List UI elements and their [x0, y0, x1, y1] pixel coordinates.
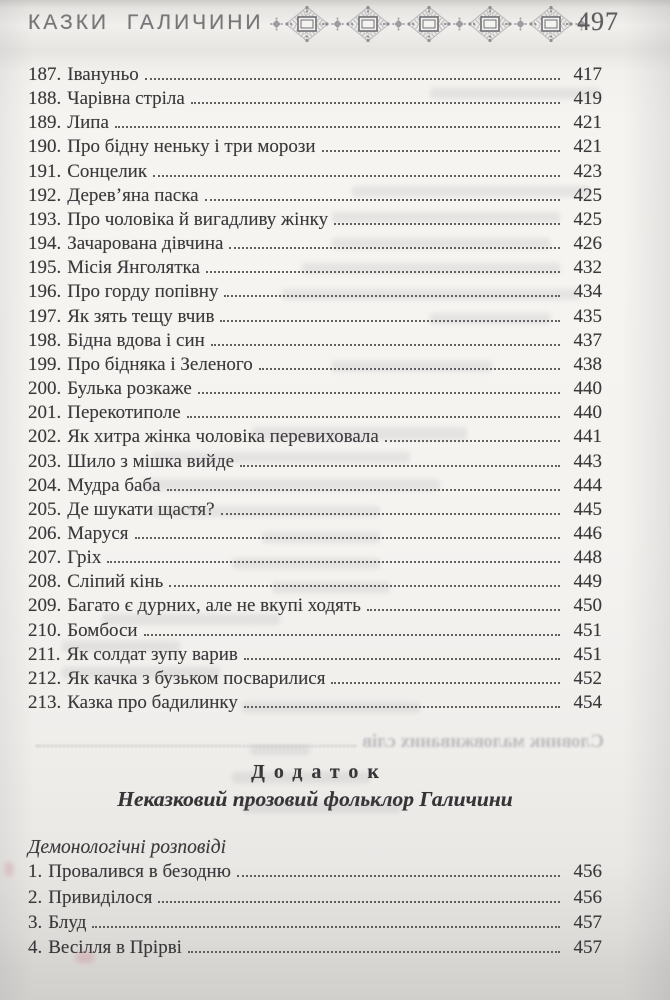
entry-page: 417: [573, 64, 602, 85]
scan-pink-mark: [76, 952, 94, 963]
entry-number: 187.: [28, 64, 62, 85]
entry-title: Сліпий кінь: [67, 571, 164, 593]
toc-entry: [28, 63, 602, 87]
dot-leader: [145, 71, 560, 80]
entry-number: 204.: [28, 474, 62, 496]
subsection-list: [28, 859, 602, 960]
ornament-connector-icon: [453, 17, 466, 31]
ornament-connector-icon: [514, 17, 527, 31]
bleedthrough-smudge: [332, 238, 550, 249]
bleedthrough-smudge: [430, 313, 550, 324]
toc-entry: [28, 859, 602, 884]
entry-number: 206.: [28, 522, 62, 544]
entry-title: Блуд: [48, 911, 87, 933]
entry-page: 449: [573, 571, 602, 593]
dot-leader: [144, 627, 560, 636]
entry-page: 446: [573, 522, 602, 544]
bleedthrough-smudge: [332, 212, 560, 223]
entry-number: 203.: [28, 450, 62, 472]
entry-page: 452: [573, 667, 602, 689]
entry-number: 199.: [28, 353, 62, 375]
ornament-connector-icon: [392, 17, 405, 31]
toc-entry: [28, 401, 602, 425]
entry-page: 425: [573, 184, 602, 206]
toc-entry: [28, 377, 602, 401]
entry-number: 195.: [28, 257, 62, 279]
entry-title: Дерев’яна паска: [67, 184, 199, 206]
entry-page: 451: [573, 643, 602, 665]
bleedthrough-smudge: [62, 667, 220, 678]
ornament-connector-icon: [331, 17, 344, 31]
entry-page: 456: [573, 861, 602, 883]
bleedthrough-smudge: [152, 506, 380, 517]
toc-entry: [28, 160, 602, 184]
entry-title: Про бідняка і Зеленого: [67, 353, 253, 375]
dot-leader: [211, 337, 560, 346]
entry-number: 2.: [28, 886, 43, 908]
entry-title: Про бідну неньку і три морози: [67, 136, 316, 158]
entry-number: 196.: [28, 281, 62, 303]
scan-pink-mark: [5, 862, 13, 876]
entry-page: 440: [573, 378, 602, 400]
dot-leader: [244, 651, 560, 660]
entry-title: Мудра баба: [67, 474, 161, 496]
entry-title: Липа: [67, 112, 109, 134]
entry-page: 421: [573, 136, 602, 158]
entry-page: 437: [573, 329, 602, 351]
dot-leader: [367, 602, 560, 611]
entry-page: 445: [573, 498, 602, 520]
entry-number: 198.: [28, 329, 62, 351]
dot-leader: [115, 119, 560, 128]
bleedthrough-smudge: [282, 289, 580, 300]
ornament-row: [270, 5, 588, 43]
bleedthrough-smudge: [332, 361, 492, 372]
bleedthrough-smudge: [272, 582, 390, 593]
dot-leader: [187, 409, 560, 418]
entry-title: Сонцелик: [67, 160, 148, 182]
entry-title: Багато є дурних, але не вкупі ходять: [67, 595, 361, 617]
bleedthrough-smudge: [242, 802, 400, 813]
entry-title: Чарівна стріла: [67, 88, 185, 110]
ornament-medallion-icon: [528, 5, 574, 43]
entry-number: 197.: [28, 305, 62, 327]
toc-entry: [28, 885, 602, 910]
entry-number: 207.: [28, 547, 62, 569]
entry-number: 209.: [28, 595, 62, 617]
entry-title: Зачарована дівчина: [67, 233, 224, 255]
entry-number: 210.: [28, 619, 62, 641]
entry-title: Як солдат зупу варив: [66, 643, 238, 665]
entry-number: 188.: [28, 88, 62, 110]
bleedthrough-smudge: [142, 479, 440, 491]
entry-page: 444: [573, 474, 602, 496]
running-title: КАЗКИ ГАЛИЧИНИ: [28, 11, 264, 34]
entry-title: Гріх: [67, 547, 102, 569]
bleedthrough-smudge: [232, 558, 380, 569]
entry-title: Булька розкаже: [67, 378, 192, 400]
ornament-medallion-icon: [284, 5, 330, 43]
dot-leader: [322, 143, 560, 152]
entry-page: 440: [573, 402, 602, 424]
dot-leader: [153, 168, 560, 177]
toc-entry: [28, 935, 602, 960]
entry-page: 438: [573, 353, 602, 375]
dot-leader: [158, 894, 560, 903]
bleedthrough-smudge: [262, 532, 380, 543]
bleedthrough-label: Словник маловживаних слів: [362, 732, 604, 752]
entry-title: Як качка з бузьком посварилися: [67, 667, 326, 689]
entry-title: Про горду попівну: [67, 281, 219, 303]
entry-page: 451: [573, 619, 602, 641]
appendix-subtitle: Неказковий прозовий фольклор Галичини: [117, 787, 513, 812]
entry-page: 443: [573, 450, 602, 472]
toc-entry: [28, 111, 602, 135]
ornament-medallion-icon: [345, 5, 391, 43]
ornament-medallion-icon: [406, 5, 452, 43]
entry-page: 423: [573, 160, 602, 182]
entry-title: Привиділося: [48, 886, 153, 908]
entry-number: 191.: [28, 160, 62, 182]
bleedthrough-smudge: [102, 614, 280, 625]
entry-number: 194.: [28, 233, 62, 255]
entry-page: 426: [573, 233, 602, 255]
entry-title: Маруся: [67, 522, 129, 544]
entry-title: Шило з мішка вийде: [67, 450, 235, 472]
entry-title: Бомбоси: [67, 619, 138, 641]
dot-leader: [188, 944, 560, 953]
entry-number: 211.: [28, 643, 61, 665]
bleedthrough-smudge: [302, 263, 560, 274]
entry-number: 213.: [28, 692, 62, 714]
entry-title: Як зять тещу вчив: [67, 305, 215, 327]
entry-number: 205.: [28, 498, 62, 520]
entry-title: Як хитра жінка чоловіка перевиховала: [67, 426, 379, 448]
entry-page: 434: [573, 281, 602, 303]
entry-number: 3.: [28, 911, 43, 933]
bleedthrough-smudge: [152, 452, 410, 463]
bleedthrough-smudge: [252, 427, 467, 440]
entry-page: 421: [573, 112, 602, 134]
entry-title: Де шукати щастя?: [67, 498, 215, 520]
entry-number: 4.: [28, 937, 43, 959]
subsection-title: Демонологічні розповіді: [28, 837, 227, 859]
dot-leader: [331, 675, 560, 684]
entry-page: 425: [573, 208, 602, 230]
entry-title: Весілля в Прірві: [48, 937, 182, 959]
entry-page: 450: [573, 595, 602, 617]
entry-page: 432: [573, 257, 602, 279]
toc-entry: [28, 910, 602, 935]
entry-number: 193.: [28, 208, 62, 230]
entry-page: 457: [573, 911, 602, 933]
bleedthrough-smudge: [232, 772, 370, 783]
entry-title: Івануньо: [67, 64, 139, 85]
page-number: 497: [577, 7, 619, 36]
toc-entry: [28, 135, 602, 159]
entry-title: Місія Янголятка: [67, 257, 200, 279]
ornament-medallion-icon: [467, 5, 513, 43]
entry-title: Провалився в безодню: [48, 861, 231, 883]
entry-page: 456: [573, 886, 602, 908]
dot-leader: [237, 868, 560, 877]
entry-page: 419: [573, 88, 602, 110]
dot-leader: [198, 385, 560, 394]
entry-number: 201.: [28, 402, 62, 424]
entry-number: 202.: [28, 426, 62, 448]
bleedthrough-smudge: [250, 745, 310, 755]
entry-number: 1.: [28, 861, 43, 883]
page-header: [0, 0, 670, 56]
bleedthrough-smudge: [242, 702, 420, 713]
entry-number: 200.: [28, 378, 62, 400]
entry-page: 454: [573, 692, 602, 714]
entry-number: 208.: [28, 571, 62, 593]
entry-page: 435: [573, 305, 602, 327]
toc-entry: [28, 353, 602, 377]
entry-page: 441: [573, 426, 602, 448]
appendix-heading: Додаток: [251, 761, 388, 784]
entry-number: 190.: [28, 136, 62, 158]
ornament-connector-icon: [270, 17, 283, 31]
entry-number: 189.: [28, 112, 62, 134]
entry-title: Казка про бадилинку: [67, 692, 238, 714]
entry-title: Бідна вдова і син: [67, 329, 205, 351]
dot-leader: [92, 919, 560, 928]
entry-page: 457: [573, 937, 602, 959]
bleedthrough-smudge: [352, 186, 590, 197]
entry-title: Перекотиполе: [67, 402, 181, 424]
entry-title: Про чоловіка й вигадливу жінку: [67, 208, 329, 230]
bleedthrough-smudge: [62, 641, 180, 652]
bleedthrough-smudge: [430, 88, 600, 99]
toc-entry: [28, 329, 602, 353]
entry-page: 448: [573, 547, 602, 569]
entry-number: 192.: [28, 184, 62, 206]
entry-number: 212.: [28, 667, 62, 689]
